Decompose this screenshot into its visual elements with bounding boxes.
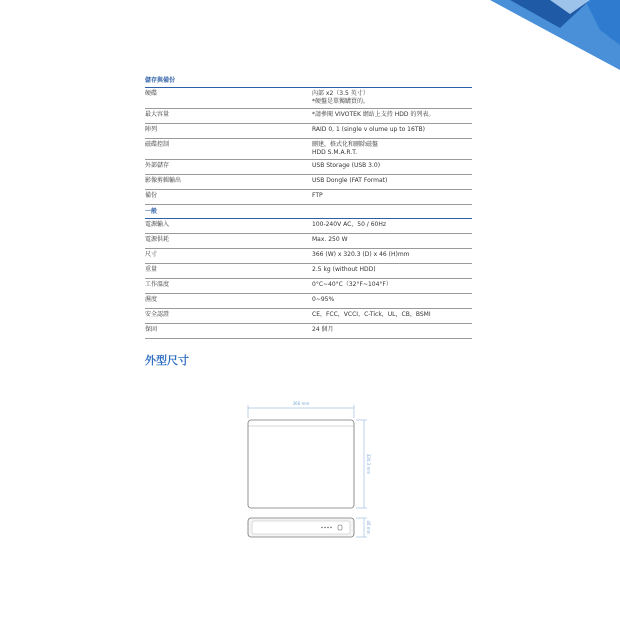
spec-table xyxy=(145,74,472,339)
row-label: 安全認證 xyxy=(145,309,312,324)
row-label: 影像剪輯輸出 xyxy=(145,175,312,190)
corner-decoration xyxy=(490,0,620,70)
section-header-storage xyxy=(145,74,472,88)
table-row xyxy=(145,264,472,279)
led-indicator xyxy=(330,527,331,528)
row-label: 外部儲存 xyxy=(145,160,312,175)
row-label: 最大容量 xyxy=(145,109,312,124)
led-indicator xyxy=(324,527,325,528)
row-value-line: *硬盤是單獨購買的。 xyxy=(312,98,370,105)
row-value: CE，FCC，VCCI，C-Tick，UL，CB，BSMI xyxy=(312,309,472,324)
row-value: 2.5 kg (without HDD) xyxy=(312,264,472,279)
table-row xyxy=(145,88,472,109)
row-value: RAID 0, 1 (single v olume up to 16TB) xyxy=(312,124,472,139)
table-row xyxy=(145,294,472,309)
row-label: 備份 xyxy=(145,190,312,205)
row-value xyxy=(312,88,472,109)
row-value: FTP xyxy=(312,190,472,205)
dimensions-title: 外型尺寸 xyxy=(145,354,189,367)
table-row xyxy=(145,139,472,160)
table-row xyxy=(145,124,472,139)
section-title: 儲存與備份 xyxy=(145,74,472,88)
row-value: USB Storage (USB 3.0) xyxy=(312,160,472,175)
row-value: 366 (W) x 320.3 (D) x 46 (H)mm xyxy=(312,249,472,264)
row-label: 電源輸入 xyxy=(145,219,312,234)
section-title: 一般 xyxy=(145,205,472,219)
table-row xyxy=(145,279,472,294)
table-row xyxy=(145,234,472,249)
row-value: 0°C~40°C（32°F~104°F） xyxy=(312,279,472,294)
row-label: 尺寸 xyxy=(145,249,312,264)
led-indicator xyxy=(327,527,328,528)
table-row xyxy=(145,160,472,175)
table-row xyxy=(145,109,472,124)
row-value-line: 內部 x2（3.5 英寸） xyxy=(312,90,369,97)
row-label: 重量 xyxy=(145,264,312,279)
row-label: 保固 xyxy=(145,324,312,339)
row-value-line: 刪建，格式化和刪除磁盤 xyxy=(312,141,379,148)
row-label: 陣列 xyxy=(145,124,312,139)
row-label: 工作溫度 xyxy=(145,279,312,294)
row-value: Max. 250 W xyxy=(312,234,472,249)
table-row xyxy=(145,190,472,205)
width-label: 366 mm xyxy=(292,401,310,406)
row-label: 硬碟 xyxy=(145,88,312,109)
row-label: 磁碟控制 xyxy=(145,139,312,160)
row-label: 濕度 xyxy=(145,294,312,309)
led-indicator xyxy=(321,527,322,528)
dimension-drawing xyxy=(230,390,390,550)
device-top-view xyxy=(248,420,354,508)
table-row xyxy=(145,219,472,234)
table-row xyxy=(145,309,472,324)
row-value-line: HDD S.M.A.R.T. xyxy=(312,149,358,156)
row-value: *請參閱 VIVOTEK 網站上支持 HDD 的列表。 xyxy=(312,109,472,124)
section-header-general xyxy=(145,205,472,219)
row-value xyxy=(312,139,472,160)
table-row xyxy=(145,249,472,264)
table-row xyxy=(145,324,472,339)
row-label: 電源供耗 xyxy=(145,234,312,249)
height-label: 46 mm xyxy=(366,520,371,535)
row-value: USB Dongle (FAT Format) xyxy=(312,175,472,190)
row-value: 100-240V AC，50 / 60Hz xyxy=(312,219,472,234)
row-value: 24 個月 xyxy=(312,324,472,339)
row-value: 0~95% xyxy=(312,294,472,309)
depth-label: 320.3 mm xyxy=(366,453,371,475)
table-row xyxy=(145,175,472,190)
device-front-panel xyxy=(252,521,350,534)
